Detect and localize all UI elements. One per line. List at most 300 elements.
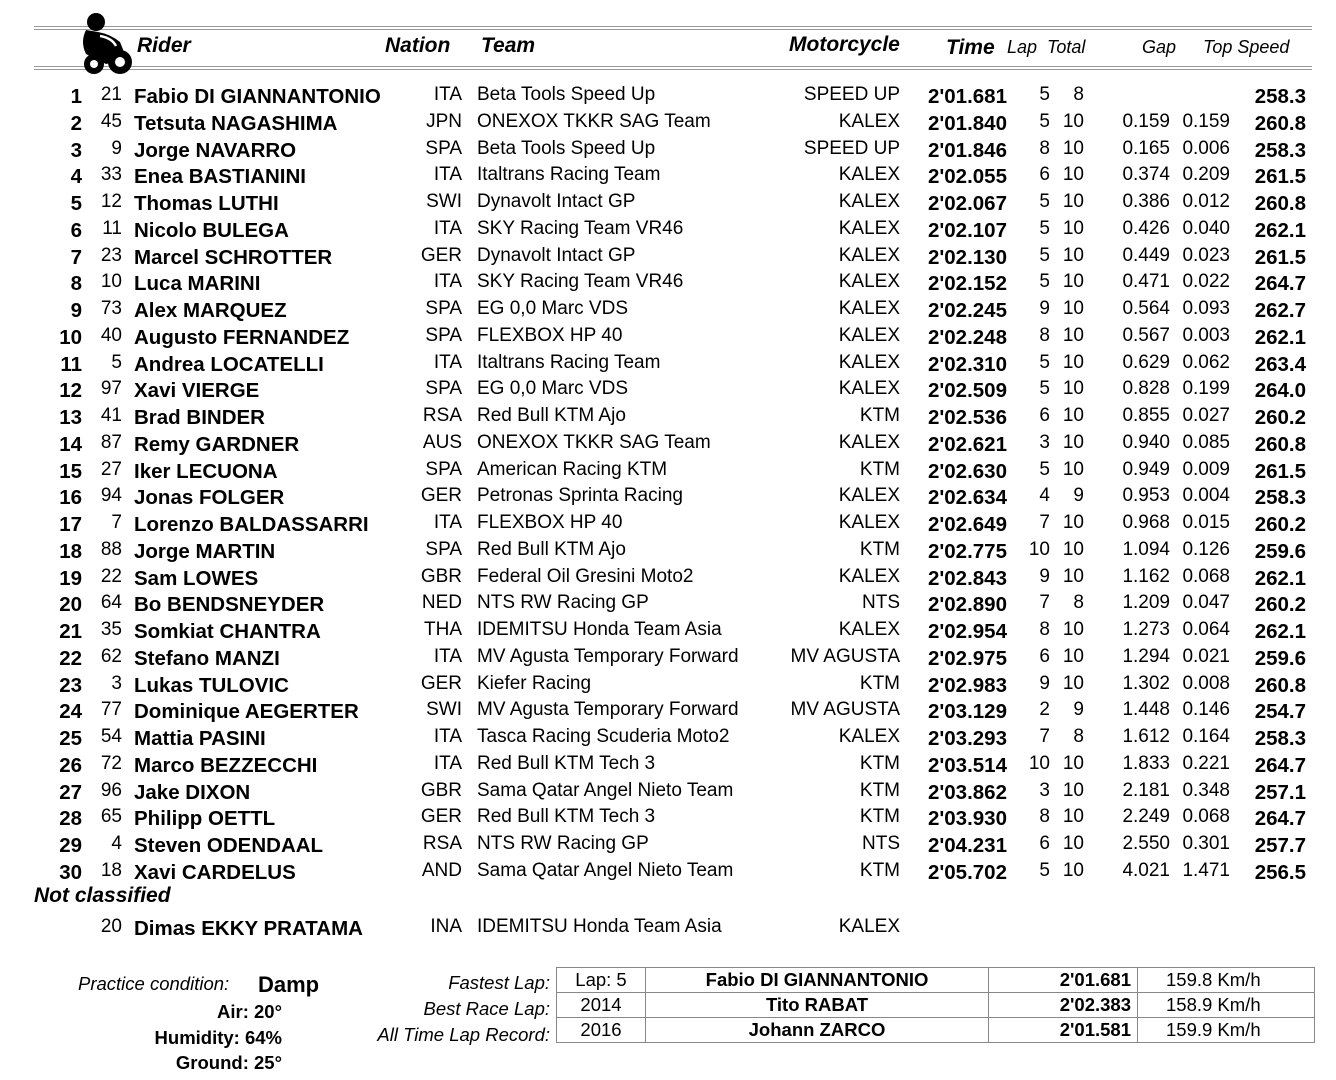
best-lap: 5 [1039,244,1050,266]
rider-number: 65 [100,806,122,828]
motorcycle: KALEX [838,298,900,319]
gap-to-first: 4.021 [1122,859,1170,881]
result-row [0,564,1336,591]
nation: AUS [422,431,462,453]
gap-to-first: 0.165 [1122,137,1170,159]
best-lap: 7 [1039,512,1050,533]
position: 12 [59,379,82,403]
rider-name: Dominique AEGERTER [134,700,359,724]
top-speed: 264.7 [1254,807,1306,831]
nation: ITA [433,645,462,667]
best-time: 2'04.231 [928,834,1007,857]
nation: SPA [425,137,462,159]
result-row [0,243,1336,270]
total-laps: 10 [1062,833,1084,854]
total-laps: 10 [1062,565,1084,587]
top-speed: 264.7 [1254,753,1306,777]
best-time: 2'05.702 [928,860,1007,884]
position: 9 [70,299,82,322]
best-lap: 8 [1039,619,1050,640]
best-time: 2'02.954 [928,620,1007,643]
total-laps: 10 [1062,217,1084,239]
rider-number: 41 [100,405,122,426]
rider-number: 9 [111,137,122,159]
gap-to-previous: 0.159 [1182,110,1230,132]
rider-number: 33 [100,164,122,186]
best-time: 2'03.293 [928,727,1007,750]
top-speed: 262.1 [1254,566,1306,590]
rider-name: Marcel SCHROTTER [134,245,333,269]
best-lap: 7 [1039,726,1050,747]
result-row [0,778,1336,805]
gap-to-first: 1.302 [1122,672,1170,694]
top-speed: 261.5 [1254,165,1306,189]
total-laps: 10 [1062,191,1084,212]
top-speed: 258.3 [1254,138,1306,162]
position: 6 [70,218,82,242]
best-lap: 9 [1039,565,1050,587]
rider-number: 3 [111,672,122,694]
motorcycle: KTM [859,538,900,560]
team: Dynavolt Intact GP [477,244,636,266]
nation: GBR [420,565,462,587]
best-lap: 6 [1039,164,1050,186]
result-row [0,136,1336,163]
motorcycle: KTM [859,672,900,694]
total-laps: 10 [1062,752,1084,774]
rider-name: Jake DIXON [134,780,251,804]
rider-name: Bo BENDSNEYDER [134,593,325,617]
gap-to-first: 2.249 [1122,806,1170,828]
gap-to-previous: 0.008 [1182,672,1230,694]
team: Sama Qatar Angel Nieto Team [477,779,734,801]
gap-to-first: 0.949 [1122,458,1170,480]
team: FLEXBOX HP 40 [477,324,623,346]
best-lap: 3 [1039,779,1050,801]
top-speed: 257.7 [1254,834,1306,857]
rider-name: Remy GARDNER [134,432,300,456]
best-lap: 5 [1039,191,1050,212]
best-lap: 6 [1039,405,1050,426]
top-speed: 261.5 [1254,459,1306,483]
best-lap: 5 [1039,378,1050,400]
nc-number: 20 [100,916,122,937]
rider-number: 22 [100,565,122,587]
gap-to-previous: 0.027 [1182,405,1230,426]
rider-number: 21 [100,84,122,105]
best-lap: 8 [1039,324,1050,346]
header-rule-bottom-2 [34,69,1312,70]
position: 15 [59,459,82,483]
air-temp: Air: 20° [217,1001,282,1022]
team: ONEXOX TKKR SAG Team [477,110,711,132]
team: SKY Racing Team VR46 [477,271,684,293]
team: Petronas Sprinta Racing [477,485,683,507]
rider-name: Tetsuta NAGASHIMA [134,111,338,135]
best-time: 2'02.975 [928,646,1007,670]
team: Tasca Racing Scuderia Moto2 [477,726,730,747]
all-time-record-label: All Time Lap Record: [377,1024,550,1045]
result-row [0,697,1336,724]
rider-number: 40 [100,324,122,346]
motorcycle: KTM [859,405,900,426]
not-classified-title: Not classified [34,884,171,907]
result-row [0,189,1336,216]
result-row [0,724,1336,751]
total-laps: 10 [1062,672,1084,694]
top-speed: 262.1 [1254,325,1306,349]
result-row [0,483,1336,510]
motorcycle: KALEX [838,324,900,346]
position: 11 [60,352,82,376]
gap-to-first: 0.953 [1122,485,1170,507]
rider-name: Lukas TULOVIC [134,673,289,697]
best-time: 2'02.130 [928,245,1007,269]
total-laps: 10 [1062,324,1084,346]
motorcycle: SPEED UP [803,84,900,105]
gap-to-first: 0.374 [1122,164,1170,186]
nc-rider-name: Dimas EKKY PRATAMA [134,917,363,940]
total-laps: 10 [1062,859,1084,881]
nation: RSA [422,405,462,426]
result-row [0,350,1336,377]
team: NTS RW Racing GP [477,592,649,614]
rider-name: Alex MARQUEZ [134,299,287,322]
position: 16 [59,486,82,510]
gap-to-previous: 0.047 [1182,592,1230,614]
gap-to-first: 0.426 [1122,217,1170,239]
rider-number: 96 [100,779,122,801]
result-row [0,537,1336,564]
position: 5 [70,192,82,215]
top-speed: 260.2 [1254,513,1306,536]
best-time: 2'01.681 [928,85,1007,108]
rider-number: 7 [111,512,122,533]
fastest-lap-speed: 159.8 Km/h [1138,968,1315,993]
gap-to-previous: 0.015 [1182,512,1230,533]
motorcycle: KALEX [838,565,900,587]
best-time: 2'02.890 [928,593,1007,617]
gap-to-previous: 0.068 [1182,806,1230,828]
result-row [0,617,1336,644]
best-time: 2'02.649 [928,513,1007,536]
gap-to-first: 0.567 [1122,324,1170,346]
gap-to-previous: 0.126 [1182,538,1230,560]
gap-to-first: 1.209 [1122,592,1170,614]
position: 26 [59,753,82,777]
best-lap: 7 [1039,592,1050,614]
total-laps: 10 [1062,164,1084,186]
gap-to-previous: 0.009 [1182,458,1230,480]
best-time: 2'02.067 [928,192,1007,215]
best-lap: 8 [1039,806,1050,828]
total-laps: 9 [1073,699,1084,721]
top-speed: 260.2 [1254,593,1306,617]
best-time: 2'02.509 [928,379,1007,403]
rider-number: 54 [100,726,122,747]
rider-name: Stefano MANZI [134,646,280,670]
gap-to-previous: 1.471 [1182,859,1230,881]
nc-nation: INA [430,916,462,937]
position: 29 [59,834,82,857]
gap-to-first: 0.940 [1122,431,1170,453]
rider-number: 87 [100,431,122,453]
nation: GER [420,244,462,266]
position: 3 [70,138,82,162]
total-laps: 10 [1062,458,1084,480]
total-laps: 9 [1073,485,1084,507]
best-lap: 6 [1039,833,1050,854]
gap-to-previous: 0.012 [1182,191,1230,212]
best-lap: 5 [1039,84,1050,105]
total-laps: 10 [1062,431,1084,453]
header-top-speed: Top Speed [1203,37,1290,57]
gap-to-previous: 0.021 [1182,645,1230,667]
rider-name: Enea BASTIANINI [134,165,306,189]
rider-number: 94 [100,485,122,507]
header-total: Total [1047,37,1086,57]
gap-to-first: 0.855 [1122,405,1170,426]
best-time: 2'01.840 [928,111,1007,135]
best-lap: 8 [1039,137,1050,159]
best-lap: 5 [1039,110,1050,132]
result-row [0,216,1336,243]
best-time: 2'02.983 [928,673,1007,697]
motorcycle: KALEX [838,110,900,132]
rider-number: 23 [100,244,122,266]
motorcycle: KALEX [838,619,900,640]
total-laps: 10 [1062,779,1084,801]
best-time: 2'03.862 [928,780,1007,804]
motorcycle: KTM [859,458,900,480]
gap-to-previous: 0.022 [1182,271,1230,293]
total-laps: 8 [1073,592,1084,614]
motorcycle: MV AGUSTA [790,645,900,667]
rider-number: 18 [100,859,122,881]
rider-name: Somkiat CHANTRA [134,620,321,643]
position: 20 [59,593,82,617]
total-laps: 8 [1073,84,1084,105]
gap-to-previous: 0.064 [1182,619,1230,640]
result-row [0,590,1336,617]
result-row [0,644,1336,671]
all-time-record-speed: 159.9 Km/h [1138,1018,1315,1043]
gap-to-previous: 0.085 [1182,431,1230,453]
best-race-lap-label: Best Race Lap: [423,998,550,1019]
total-laps: 10 [1062,619,1084,640]
team: Beta Tools Speed Up [477,137,656,159]
team: Red Bull KTM Tech 3 [477,752,656,774]
motorcycle: KTM [859,779,900,801]
gap-to-previous: 0.003 [1182,324,1230,346]
rider-name: Iker LECUONA [134,459,278,483]
rider-name: Xavi VIERGE [134,379,260,403]
total-laps: 10 [1062,512,1084,533]
header-rider: Rider [137,34,191,57]
motorcycle: KALEX [838,726,900,747]
gap-to-previous: 0.209 [1182,164,1230,186]
team: SKY Racing Team VR46 [477,217,684,239]
nc-motorcycle: KALEX [838,916,900,937]
motorcycle: KALEX [838,512,900,533]
motorcycle: KALEX [838,351,900,373]
rider-number: 97 [100,378,122,400]
rider-name: Sam LOWES [134,566,259,590]
team: Dynavolt Intact GP [477,191,636,212]
nation: SPA [425,538,462,560]
nation: AND [421,859,462,881]
rider-number: 73 [100,298,122,319]
top-speed: 261.5 [1254,245,1306,269]
nation: ITA [433,351,462,373]
team: Beta Tools Speed Up [477,84,656,105]
header-lap: Lap [1007,37,1038,57]
header-team: Team [481,34,536,57]
total-laps: 10 [1062,110,1084,132]
nation: SPA [425,378,462,400]
position: 28 [59,807,82,831]
result-row [0,671,1336,698]
gap-to-first: 0.159 [1122,110,1170,132]
rider-name: Philipp OETTL [134,807,276,831]
total-laps: 10 [1062,244,1084,266]
nation: ITA [433,726,462,747]
nation: ITA [433,271,462,293]
nation: ITA [433,752,462,774]
best-time: 2'02.621 [928,432,1007,456]
records-table [556,967,1315,1043]
top-speed: 259.6 [1254,646,1306,670]
gap-to-previous: 0.023 [1182,244,1230,266]
rider-name: Lorenzo BALDASSARRI [134,513,369,536]
gap-to-previous: 0.004 [1182,485,1230,507]
nation: ITA [433,164,462,186]
position: 1 [70,85,82,108]
best-time: 2'02.536 [928,406,1007,429]
nation: THA [424,619,462,640]
gap-to-previous: 0.068 [1182,565,1230,587]
team: Italtrans Racing Team [477,164,661,186]
rider-name: Mattia PASINI [134,727,266,750]
result-row [0,510,1336,537]
header-motorcycle: Motorcycle [789,33,900,56]
position: 18 [59,539,82,563]
top-speed: 260.8 [1254,192,1306,215]
gap-to-first: 0.564 [1122,298,1170,319]
motorcycle: KTM [859,859,900,881]
gap-to-previous: 0.221 [1182,752,1230,774]
team: EG 0,0 Marc VDS [477,378,628,400]
best-lap: 5 [1039,351,1050,373]
total-laps: 10 [1062,298,1084,319]
position: 7 [70,245,82,269]
gap-to-first: 1.273 [1122,619,1170,640]
best-race-lap-time: 2'02.383 [989,993,1138,1018]
motorcycle: KTM [859,806,900,828]
result-row [0,376,1336,403]
fastest-lap-rider: Fabio DI GIANNANTONIO [646,968,989,993]
motorcycle: KALEX [838,217,900,239]
nation: SWI [426,191,462,212]
team: Red Bull KTM Ajo [477,538,626,560]
nation: GER [420,485,462,507]
best-lap: 4 [1039,485,1050,507]
gap-to-previous: 0.062 [1182,351,1230,373]
total-laps: 10 [1062,271,1084,293]
total-laps: 10 [1062,645,1084,667]
team: NTS RW Racing GP [477,833,649,854]
best-lap: 10 [1028,752,1050,774]
motorcycle: MV AGUSTA [790,699,900,721]
nation: ITA [433,512,462,533]
result-row [0,296,1336,323]
all-time-record-rider: Johann ZARCO [646,1018,989,1043]
best-race-lap-info: 2014 [557,993,646,1018]
result-row [0,109,1336,136]
best-time: 2'02.248 [928,325,1007,349]
gap-to-previous: 0.301 [1182,833,1230,854]
nation: SPA [425,458,462,480]
rider-number: 5 [111,351,122,373]
best-time: 2'02.245 [928,299,1007,322]
top-speed: 259.6 [1254,539,1306,563]
motorcycle: SPEED UP [803,137,900,159]
motorcycle: KALEX [838,485,900,507]
best-time: 2'02.843 [928,566,1007,590]
rider-name: Marco BEZZECCHI [134,753,318,777]
team: FLEXBOX HP 40 [477,512,623,533]
gap-to-previous: 0.093 [1182,298,1230,319]
total-laps: 10 [1062,405,1084,426]
rider-number: 12 [100,191,122,212]
rider-number: 45 [100,110,122,132]
gap-to-first: 0.449 [1122,244,1170,266]
rider-number: 77 [100,699,122,721]
position: 8 [70,272,82,296]
gap-to-first: 0.828 [1122,378,1170,400]
motorcycle: KALEX [838,164,900,186]
top-speed: 254.7 [1254,700,1306,724]
rider-number: 88 [100,538,122,560]
gap-to-first: 0.968 [1122,512,1170,533]
motorcycle: KTM [859,752,900,774]
nation: SPA [425,298,462,319]
rider-number: 62 [100,645,122,667]
top-speed: 258.3 [1254,727,1306,750]
best-time: 2'02.630 [928,459,1007,483]
best-lap: 3 [1039,431,1050,453]
best-time: 2'02.107 [928,218,1007,242]
gap-to-first: 1.833 [1122,752,1170,774]
top-speed: 260.8 [1254,432,1306,456]
rider-name: Jorge MARTIN [134,539,276,563]
conditions-label: Practice condition: [78,973,230,994]
position: 21 [59,620,82,643]
rider-name: Nicolo BULEGA [134,218,289,242]
result-row [0,831,1336,858]
gap-to-previous: 0.006 [1182,137,1230,159]
gap-to-first: 1.294 [1122,645,1170,667]
rider-name: Brad BINDER [134,406,265,429]
gap-to-first: 2.550 [1122,833,1170,854]
rider-number: 72 [100,752,122,774]
best-lap: 2 [1039,699,1050,721]
top-speed: 258.3 [1254,85,1306,108]
nc-team: IDEMITSU Honda Team Asia [477,916,722,937]
result-row [0,403,1336,430]
top-speed: 262.1 [1254,620,1306,643]
top-speed: 262.1 [1254,218,1306,242]
